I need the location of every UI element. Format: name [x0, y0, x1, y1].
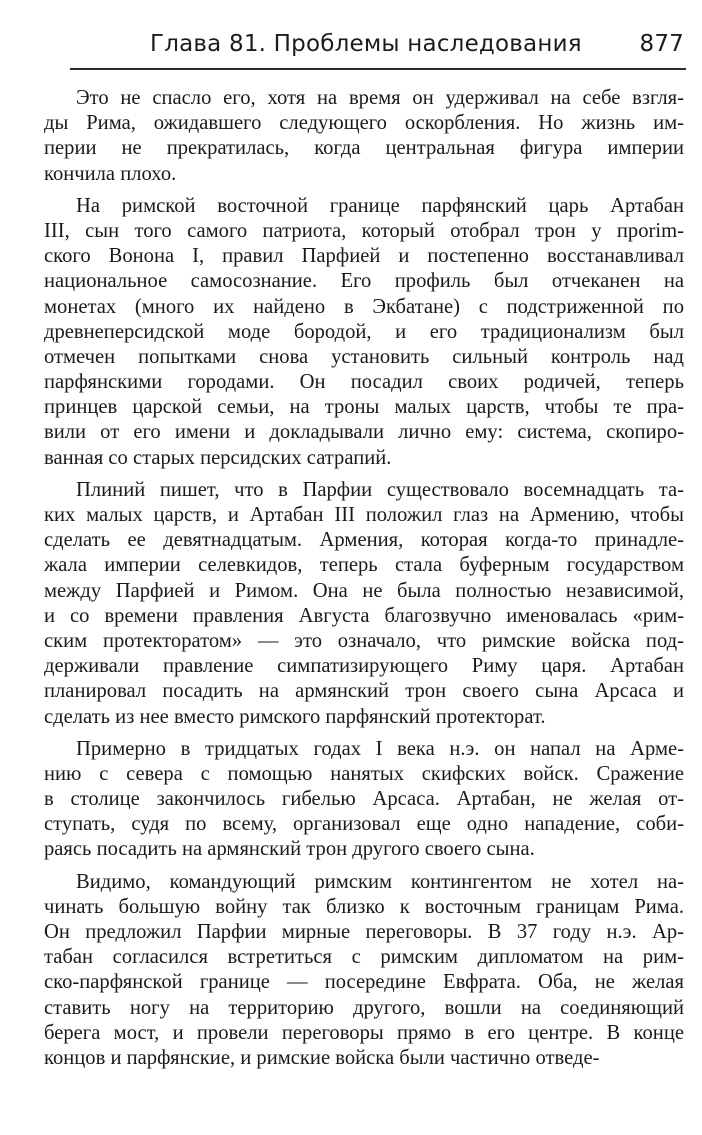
paragraph	[44, 86, 684, 187]
text-line: III, сын того самого патриота, который отобрал трон у проrim-	[44, 219, 684, 242]
running-header	[70, 22, 684, 66]
paragraph-gap	[44, 730, 684, 737]
text-line: Это не спасло его, хотя на время он удерживал на себе взгля-	[76, 87, 684, 109]
text-line: сделать ее девятнадцатым. Армения, которая когда-то принадле-	[44, 529, 684, 552]
text-line: перии не прекратилась, когда центральная фигура империи	[44, 137, 684, 160]
paragraph	[44, 194, 684, 471]
text-line: На римской восточной границе парфянский царь Артабан	[76, 194, 684, 217]
text-line: ским протекторатом» — это означало, что римские войска под-	[44, 629, 684, 652]
text-line: нию с севера с помощью нанятых скифских войск. Сражение	[44, 762, 684, 785]
text-line: планировал посадить на армянский трон своего сына Арсаса и	[44, 680, 684, 703]
text-line: ванная со старых персидских сатрапий.	[44, 446, 392, 469]
text-line: держивали правление симпатизирующего Риму царя. Артабан	[44, 655, 684, 678]
text-line: Он предложил Парфии мирные переговоры. В 37 году н.э. Ар-	[44, 921, 684, 943]
text-line: парфянскими городами. Он посадил своих родичей, теперь	[44, 371, 684, 394]
text-line: отмечен попытками снова установить сильный контроль над	[44, 345, 684, 368]
text-line: чинать большую войну так близко к восточным границам Рима.	[44, 895, 684, 918]
page-number: 877	[639, 31, 684, 57]
text-line: ких малых царств, и Артабан III положил глаз на Армению, чтобы	[44, 504, 684, 526]
body-text	[44, 86, 684, 1071]
text-line: между Парфией и Римом. Она не была полностью независимой,	[44, 579, 684, 602]
text-line: ского Вонона I, правил Парфией и постепенно восстанавливал	[44, 245, 684, 268]
paragraph	[44, 737, 684, 863]
paragraph	[44, 478, 684, 730]
chapter-title: Глава 81. Проблемы наследования	[150, 31, 582, 57]
text-line: берега мост, и провели переговоры прямо в его центре. В конце	[44, 1021, 684, 1044]
text-line: в столице закончилось гибелью Арсаса. Артабан, не желая от-	[44, 788, 684, 811]
text-line: национальное самосознание. Его профиль был отчеканен на	[44, 270, 684, 293]
text-line: Примерно в тридцатых годах I века н.э. он напал на Арме-	[76, 737, 684, 760]
text-line: и со времени правления Августа благозвучно именовалась «рим-	[44, 604, 684, 627]
text-line: концов и парфянские, и римские войска были частично отведе-	[44, 1046, 600, 1069]
text-line: раясь посадить на армянский трон другого своего сына.	[44, 838, 535, 861]
text-line: монетах (много их найдено в Экбатане) с подстриженной по	[44, 295, 684, 318]
paragraph	[44, 870, 684, 1072]
text-line: Видимо, командующий римским контингентом не хотел на-	[76, 870, 684, 893]
text-line: ступать, судя по всему, организовал еще одно нападение, соби-	[44, 813, 684, 836]
text-line: ды Рима, ожидавшего следующего оскорбления. Но жизнь им-	[44, 112, 684, 135]
text-line: древнеперсидской моде бородой, и его традиционализм был	[44, 320, 684, 343]
text-line: ставить ногу на территорию другого, вошли на соединяющий	[44, 996, 684, 1019]
paragraph-gap	[44, 471, 684, 478]
text-line: Плиний пишет, что в Парфии существовало восемнадцать та-	[76, 478, 684, 501]
text-line: жала империи селевкидов, теперь стала буферным государством	[44, 554, 684, 577]
paragraph-gap	[44, 863, 684, 870]
text-line: сделать из нее вместо римского парфянский протекторат.	[44, 705, 546, 728]
text-line: ско-парфянской границе — посередине Евфрата. Оба, не желая	[44, 971, 684, 994]
text-line: кончила плохо.	[44, 162, 177, 185]
text-line: принцев царской семьи, на троны малых царств, чтобы те пра-	[44, 396, 684, 419]
text-line: табан согласился встретиться с римским дипломатом на рим-	[44, 946, 684, 969]
header-divider	[70, 68, 686, 70]
paragraph-gap	[44, 187, 684, 194]
text-line: вили от его имени и докладывали лично ему: система, скопиро-	[44, 421, 684, 444]
